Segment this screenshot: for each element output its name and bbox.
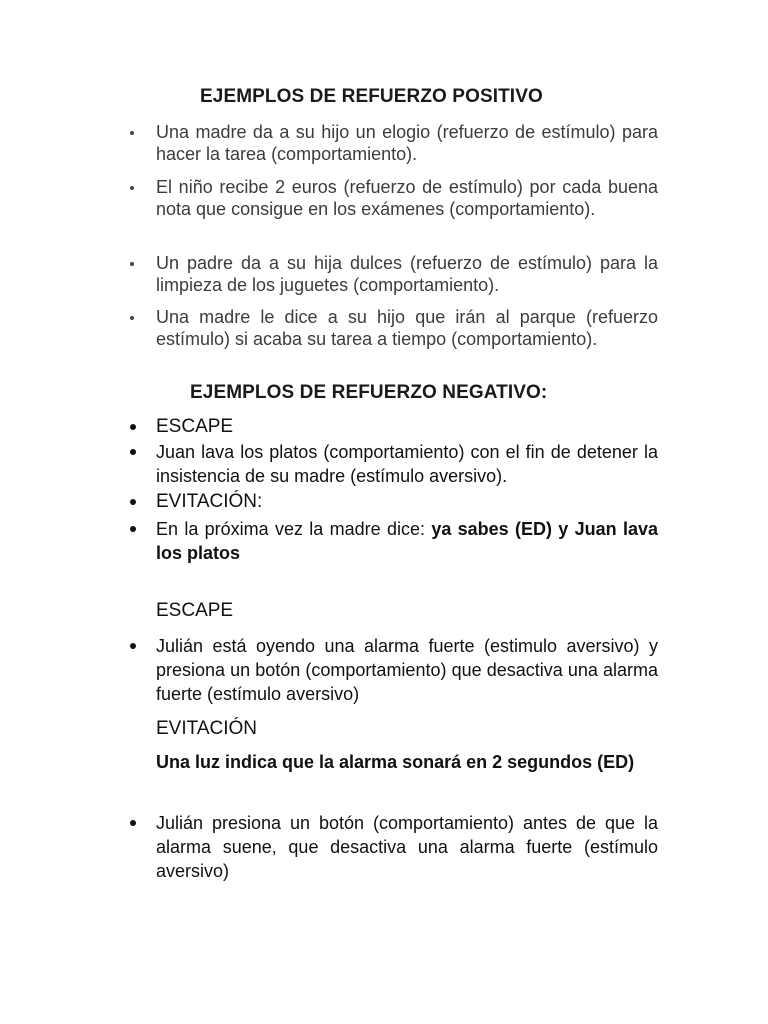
example-text-regular: En la próxima vez la madre dice: [156,519,432,539]
bullet-dot-icon [130,262,134,266]
bullet-dot-icon [130,820,136,826]
negative-example-text: Julián está oyendo una alarma fuerte (estimulo aversivo) y presiona un botón (comportamiento) que desactiva una alarma fuerte (estímulo aversivo) [156,636,658,704]
bullet-dot-icon [130,131,134,135]
positive-example-text: Una madre da a su hijo un elogio (refuerzo de estímulo) para hacer la tarea (comportamiento). [156,122,658,164]
bullet-dot-icon [130,499,136,505]
bullet-dot-icon [130,316,134,320]
bullet-dot-icon [130,186,134,190]
example-text-bold: ya sabes (ED) y Juan lava los platos [156,519,658,563]
evitacion-label: EVITACIÓN: [156,491,263,512]
positive-example-text: Una madre le dice a su hijo que irán al parque (refuerzo estímulo) si acaba su tarea a tiempo (comportamiento). [156,307,658,349]
negative-example-text: Juan lava los platos (comportamiento) con el fin de detener la insistencia de su madre (estímulo aversivo). [156,442,658,486]
bullet-dot-icon [130,643,136,649]
escape-label: ESCAPE [156,416,234,437]
positive-example-text: El niño recibe 2 euros (refuerzo de estímulo) por cada buena nota que consigue en los exámenes (comportamiento). [156,177,658,219]
escape-heading: ESCAPE [156,600,234,621]
negative-example-text: Julián presiona un botón (comportamiento) antes de que la alarma suene, que desactiva una alarma fuerte (estímulo aversivo) [156,813,658,881]
negative-reinforcement-title: EJEMPLOS DE REFUERZO NEGATIVO: [190,382,548,403]
positive-example-text: Un padre da a su hija dulces (refuerzo de estímulo) para la limpieza de los juguetes (comportamiento). [156,253,658,295]
evitacion-heading: EVITACIÓN [156,718,257,739]
negative-example-text [156,517,658,565]
positive-reinforcement-title: EJEMPLOS DE REFUERZO POSITIVO [200,86,543,107]
luz-example-text: Una luz indica que la alarma sonará en 2 segundos (ED) [156,752,635,772]
bullet-dot-icon [130,526,136,532]
bullet-dot-icon [130,449,136,455]
bullet-dot-icon [130,424,136,430]
